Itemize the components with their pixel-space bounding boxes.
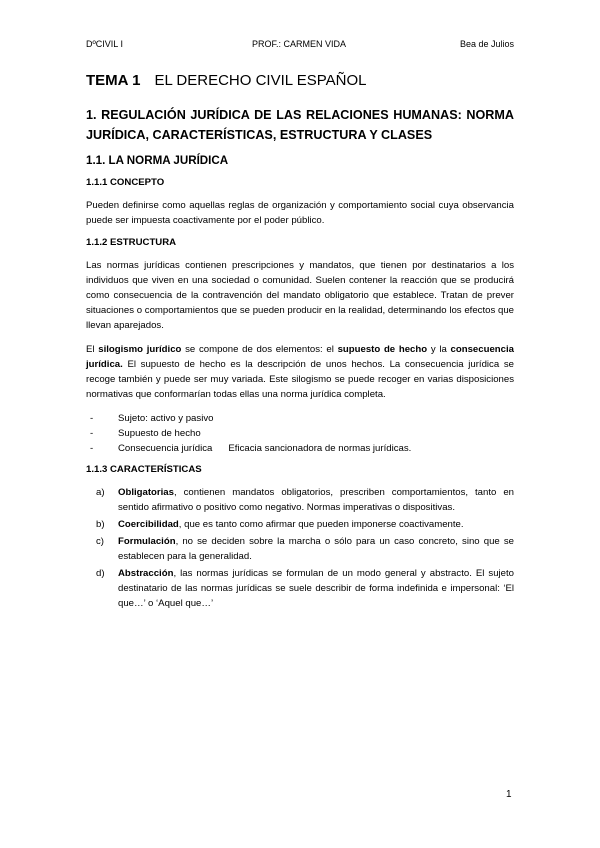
caracteristicas-list [86, 485, 514, 611]
list-item: b) Coercibilidad, que es tanto como afirmar que pueden imponerse coactivamente. [96, 519, 464, 530]
concepto-paragraph: Pueden definirse como aquellas reglas de organización y comportamiento social cuya observancia puede ser impuesta coactivamente por el poder público. [86, 200, 514, 226]
section-1-1-heading: 1.1. LA NORMA JURÍDICA [86, 154, 229, 167]
header-professor: PROF.: CARMEN VIDA [252, 39, 347, 49]
tema-title: EL DERECHO CIVIL ESPAÑOL [154, 72, 367, 89]
estructura-heading: 1.1.2 ESTRUCTURA [86, 237, 177, 248]
list-item: - Supuesto de hecho [90, 428, 201, 439]
term-supuesto: supuesto de hecho [337, 344, 428, 355]
estructura-list [86, 411, 514, 456]
list-item: - Consecuencia jurídica Eficacia sancionadora de normas jurídicas. [90, 443, 412, 454]
page-content [86, 72, 514, 613]
list-item: c) Formulación, no se deciden sobre la marcha o sólo para un caso concreto, sino que se establecen para la generalidad. [96, 536, 514, 562]
estructura-paragraph-2: El silogismo jurídico se compone de dos elementos: el supuesto de hecho y la consecuencia jurídica. El supuesto de hecho es la descripción de unos hechos. La consecuencia jurídica se recoge también y puede ser muy variada. Este silogismo se puede recoger en varias disposiciones normativas que conformarían todas ellas una norma jurídica completa. [86, 344, 514, 400]
page-title [86, 72, 514, 89]
concepto-heading: 1.1.1 CONCEPTO [86, 177, 165, 188]
list-item: - Sujeto: activo y pasivo [90, 413, 214, 424]
caracteristicas-heading: 1.1.3 CARACTERÍSTICAS [86, 464, 202, 475]
section-1-heading: 1. REGULACIÓN JURÍDICA DE LAS RELACIONES HUMANAS: NORMA JURÍDICA, CARACTERÍSTICAS, ESTRUCTURA Y CLASES [86, 108, 514, 142]
page-number: 1 [506, 789, 512, 800]
term-silogismo: silogismo jurídico [98, 344, 182, 355]
header-author: Bea de Julios [459, 39, 514, 49]
header-course: DºCIVIL I [86, 39, 123, 49]
list-item: a) Obligatorias, contienen mandatos obligatorios, prescriben comportamientos, tanto en sentido afirmativo o positivo como negativo. Normas imperativas o dispositivas. [96, 487, 514, 513]
page-header [86, 39, 514, 51]
estructura-paragraph-1: Las normas jurídicas contienen prescripciones y mandatos, que tienen por destinatarios a los individuos que viven en una sociedad o comunidad. Suelen contener la reacción que se producirá como consecuencia de la contravención del mandato obligatorio que establece. Tratan de prever situaciones o comportamientos que se pueden producir en la realidad, determinando los efectos que llevan aparejados. [86, 260, 514, 331]
term-consecuencia: consecuencia jurídica. [86, 344, 514, 370]
list-item-note: Eficacia sancionadora de normas jurídicas. [228, 443, 412, 454]
tema-label: TEMA 1 [86, 72, 141, 89]
list-item: d) Abstracción, las normas jurídicas se formulan de un modo general y abstracto. El sujeto destinatario de las normas jurídicas se suele describir de forma indefinida e impersonal: ‘El que…’ o ‘Aquel que…’ [96, 568, 514, 609]
